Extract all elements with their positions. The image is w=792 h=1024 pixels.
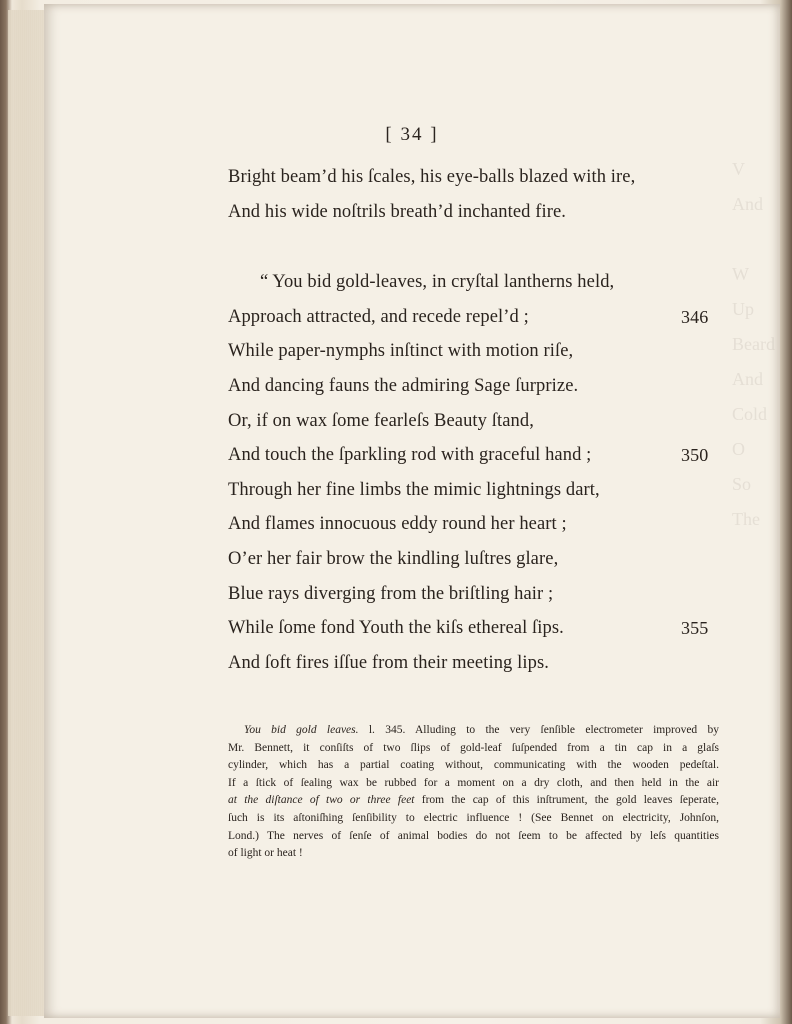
poem-verse <box>228 160 728 680</box>
line-number: 355 <box>681 618 709 639</box>
footnote-line: at the diſtance of two or three feet from the cap of this inſtrument, the gold leaves ſeperate, <box>228 794 719 807</box>
footnote-line: Lond.) The nerves of ſenſe of animal bodies do not ſeem to be affected by leſs quantities <box>228 829 719 842</box>
verse-line: Through her fine limbs the mimic lightnings dart, <box>228 479 600 500</box>
verse-line: O’er her fair brow the kindling luſtres glare, <box>228 548 559 569</box>
footnote-line: You bid gold leaves. l. 345. Alluding to the very ſenſible electrometer improved by <box>244 724 719 736</box>
verse-line: “ You bid gold-leaves, in cryſtal lantherns held, <box>260 272 615 293</box>
stanza-break <box>228 229 728 265</box>
book-page <box>44 4 780 1018</box>
verse-line: And dancing fauns the admiring Sage ſurprize. <box>228 375 579 396</box>
page-stack-edge <box>8 10 46 1016</box>
footnote-line: ſuch is its aſtoniſhing ſenſibility to electric influence ! (See Bennet on electricity, Johnſon, <box>228 811 719 824</box>
verse-line: And ſoft fires iſſue from their meeting lips. <box>228 652 549 673</box>
line-number: 350 <box>681 445 709 466</box>
show-through-text: V And W Up Beard And Cold O So The <box>732 159 775 529</box>
verse-line: While paper-nymphs inſtinct with motion riſe, <box>228 341 574 362</box>
footnote-line: Mr. Bennett, it conſiſts of two ſlips of gold-leaf ſuſpended from a tin cap in a glaſs <box>228 741 719 754</box>
verse-line: And touch the ſparkling rod with graceful hand ; 350 <box>228 438 728 473</box>
footnote-line: of light or heat ! <box>228 847 303 860</box>
footnote-emphasis: at the diſtance of two or three feet <box>228 794 415 807</box>
verse-line: Bright beam’d his ſcales, his eye-balls blazed with ire, <box>228 167 636 187</box>
verse-line: And his wide noſtrils breath’d inchanted fire. <box>228 201 567 222</box>
footnote-line: cylinder, which has a partial coating without, communicating with the wooden pedeſtal. <box>228 759 719 772</box>
line-number: 346 <box>681 306 709 327</box>
verse-line: Approach attracted, and recede repel’d ; 346 <box>228 300 728 335</box>
verse-line: Blue rays diverging from the briſtling hair ; <box>228 583 554 604</box>
verse-line: Or, if on wax ſome fearleſs Beauty ſtand, <box>228 410 534 431</box>
footnote <box>228 722 719 863</box>
verse-line: And flames innocuous eddy round her heart ; <box>228 514 567 535</box>
footnote-lemma: You bid gold leaves. <box>244 724 359 736</box>
page-number: [ 34 ] <box>385 124 439 145</box>
footnote-line: If a ſtick of ſealing wax be rubbed for a moment on a dry cloth, and then held in the air <box>228 776 719 789</box>
verse-line: While ſome fond Youth the kiſs ethereal ſips. 355 <box>228 611 728 646</box>
